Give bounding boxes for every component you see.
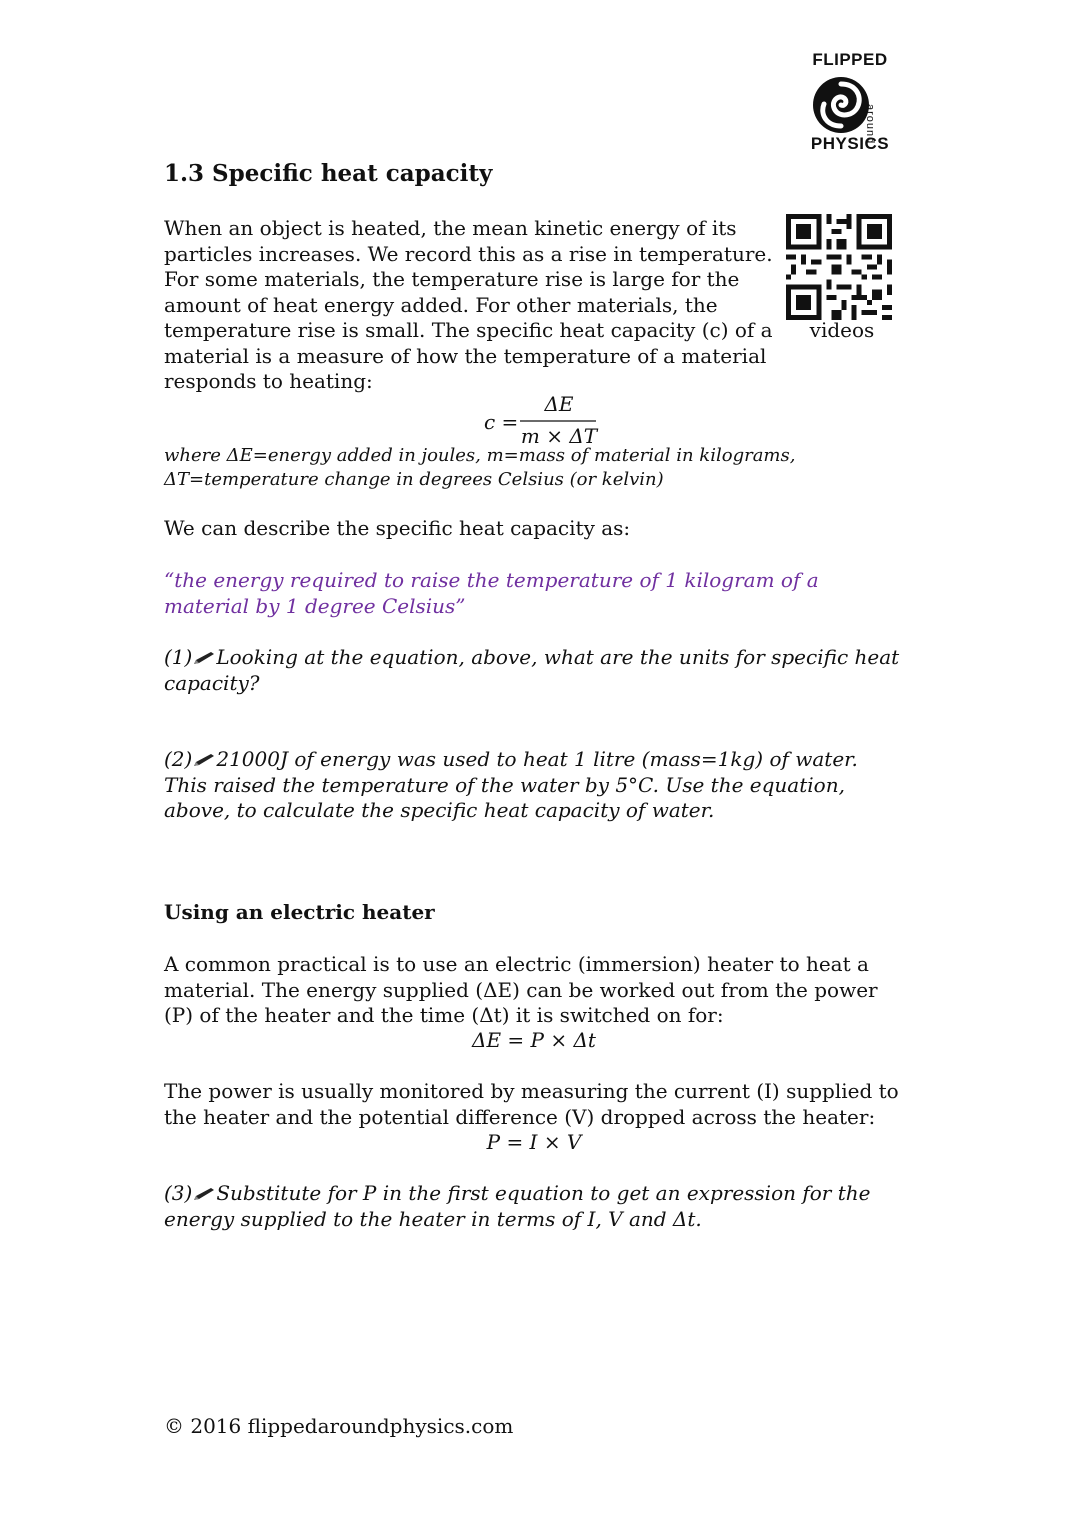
definition-quote: “the energy required to raise the temperature of 1 kilogram of a material by 1 degree Celsius” — [164, 568, 819, 618]
page-title: 1.3 Specific heat capacity — [164, 160, 493, 187]
qr-label: videos — [809, 318, 875, 342]
question-1-text: Looking at the equation, above, what are the units for specific heat capacity? — [164, 645, 900, 695]
question-2-text: 21000J of energy was used to heat 1 litre (mass=1kg) of water. This raised the temperature of the water by 5°C. Use the equation, above, to calculate the specific heat capacity of water. — [164, 747, 858, 822]
logo-bottom-text: PHYSICS — [810, 134, 890, 153]
power-paragraph: The power is usually monitored by measuring the current (I) supplied to the heater and the potential difference (V) dropped across the heater: — [164, 1079, 899, 1129]
swirl-logo-icon — [810, 74, 872, 136]
question-1 — [164, 645, 934, 696]
logo-top-text: FLIPPED — [812, 50, 888, 69]
where-explanation: where ΔE=energy added in joules, m=mass of material in kilograms, ΔT=temperature change in degrees Celsius (or kelvin) — [164, 445, 796, 490]
copyright-footer: © 2016 flippedaroundphysics.com — [164, 1414, 514, 1438]
question-2-number: (2) — [164, 747, 193, 771]
heater-heading: Using an electric heater — [164, 900, 435, 924]
formula-denominator: m × ΔT — [520, 424, 598, 448]
practical-paragraph: A common practical is to use an electric (immersion) heater to heat a material. The energy supplied (ΔE) can be worked out from the power (P) of the heater and the time (Δt) it is switched on for: — [164, 952, 878, 1027]
question-3-text: Substitute for P in the first equation to get an expression for the energy supplied to the heater in terms of I, V and Δt. — [164, 1181, 871, 1231]
logo-side-text: around — [864, 104, 876, 145]
pencil-icon — [192, 752, 216, 768]
question-3 — [164, 1181, 904, 1232]
question-1-number: (1) — [164, 645, 193, 669]
formula-lhs: c = — [484, 410, 519, 434]
pencil-icon — [192, 650, 216, 666]
energy-equation: ΔE = P × Δt — [472, 1028, 596, 1052]
question-2 — [164, 747, 904, 824]
flipped-around-physics-logo — [800, 46, 900, 158]
describe-intro: We can describe the specific heat capacity as: — [164, 516, 631, 540]
intro-paragraph: When an object is heated, the mean kinetic energy of its particles increases. We record this as a rise in temperature. For some materials, the temperature rise is large for the amount of heat energy added. For other materials, the temperature rise is small. The specific heat capacity (c) of a material is a measure of how the temperature of a material responds to heating: — [164, 216, 773, 393]
power-equation: P = I × V — [486, 1130, 582, 1154]
question-3-number: (3) — [164, 1181, 193, 1205]
pencil-icon — [192, 1186, 216, 1202]
qr-code-icon[interactable] — [786, 214, 892, 320]
formula-numerator: ΔE — [544, 392, 574, 416]
specific-heat-formula — [400, 392, 680, 450]
